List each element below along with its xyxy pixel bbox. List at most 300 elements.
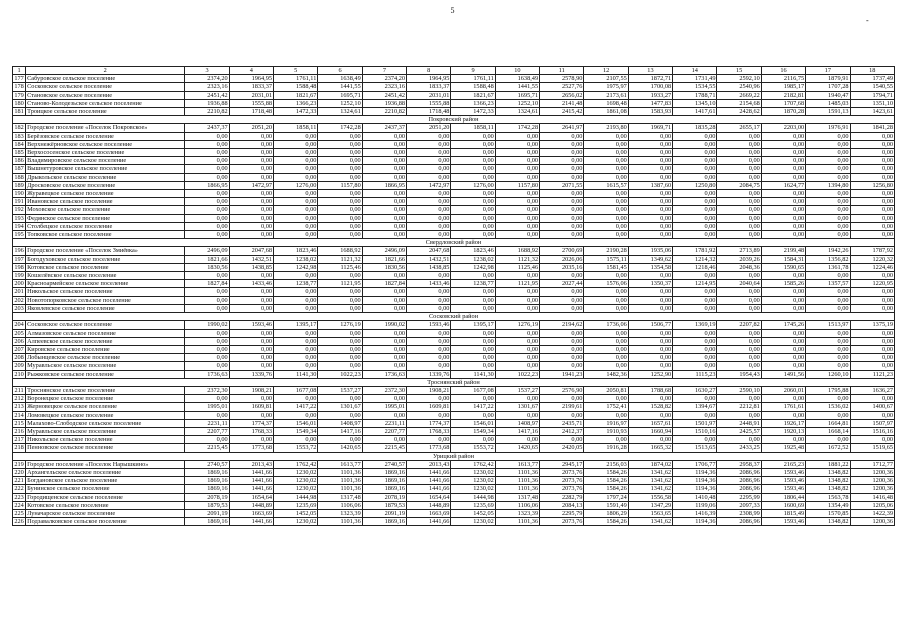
value-cell: 0,00 [185, 362, 229, 370]
value-cell: 1482,36 [584, 370, 628, 378]
value-cell: 0,00 [362, 149, 406, 157]
value-cell: 2212,81 [717, 403, 761, 411]
value-cell: 0,00 [362, 345, 406, 353]
value-cell: 1101,36 [495, 468, 539, 476]
value-cell: 0,00 [274, 140, 318, 148]
value-cell: 0,00 [806, 362, 850, 370]
value-cell: 0,00 [451, 132, 495, 140]
value-cell: 2451,42 [185, 91, 229, 99]
value-cell: 0,00 [229, 165, 273, 173]
settlement-name: Кошелёвское сельское поселение [26, 272, 185, 280]
settlement-name: Федянское сельское поселение [26, 214, 185, 222]
table-row [13, 288, 895, 296]
value-cell: 1768,33 [229, 427, 273, 435]
value-cell: 0,00 [850, 231, 895, 239]
value-cell: 1706,77 [673, 460, 717, 468]
value-cell: 0,00 [318, 362, 362, 370]
value-cell: 0,00 [185, 132, 229, 140]
value-cell: 1121,95 [318, 280, 362, 288]
settlement-name: Пенновское сельское поселение [26, 444, 185, 452]
value-cell: 0,00 [229, 157, 273, 165]
value-cell: 0,00 [628, 132, 672, 140]
value-cell: 2576,90 [540, 386, 584, 394]
value-cell: 1395,17 [274, 321, 318, 329]
value-cell: 1101,36 [495, 477, 539, 485]
value-cell: 1324,61 [495, 108, 539, 116]
value-cell: 2190,28 [584, 247, 628, 255]
value-cell: 0,00 [185, 206, 229, 214]
value-cell: 2496,09 [185, 247, 229, 255]
value-cell: 0,00 [628, 345, 672, 353]
value-cell: 1712,77 [850, 460, 895, 468]
value-cell: 2071,55 [540, 181, 584, 189]
value-cell: 1995,01 [185, 403, 229, 411]
value-cell: 0,00 [850, 214, 895, 222]
value-cell: 1341,62 [628, 485, 672, 493]
value-cell: 1348,82 [806, 518, 850, 526]
value-cell: 2182,81 [761, 91, 805, 99]
value-cell: 0,00 [407, 214, 451, 222]
value-cell: 0,00 [673, 337, 717, 345]
row-number: 208 [14, 354, 24, 362]
value-cell: 2958,37 [717, 460, 761, 468]
value-cell: 1438,85 [407, 263, 451, 271]
value-cell: 0,00 [540, 362, 584, 370]
value-cell: 0,00 [717, 288, 761, 296]
value-cell: 2031,01 [407, 91, 451, 99]
value-cell: 0,00 [761, 231, 805, 239]
value-cell: 0,00 [628, 272, 672, 280]
value-cell: 2086,96 [717, 485, 761, 493]
region-title: Троснянский район [13, 378, 895, 386]
value-cell: 0,00 [495, 157, 539, 165]
value-cell: 0,00 [761, 288, 805, 296]
value-cell: 0,00 [362, 354, 406, 362]
value-cell: 1806,29 [584, 509, 628, 517]
value-cell: 1591,49 [584, 501, 628, 509]
value-cell: 0,00 [761, 149, 805, 157]
value-cell: 1106,06 [495, 501, 539, 509]
value-cell: 0,00 [628, 395, 672, 403]
value-cell: 0,00 [540, 395, 584, 403]
value-cell: 0,00 [274, 214, 318, 222]
value-cell: 1668,14 [806, 427, 850, 435]
value-cell: 2091,19 [185, 509, 229, 517]
value-cell: 0,00 [362, 214, 406, 222]
value-cell: 2210,82 [185, 108, 229, 116]
value-cell: 0,00 [540, 206, 584, 214]
value-cell: 2308,99 [717, 509, 761, 517]
settlement-name: Ивановское сельское поселение [26, 198, 185, 206]
value-cell: 1317,48 [318, 493, 362, 501]
value-cell: 1348,82 [806, 485, 850, 493]
value-cell: 1736,63 [362, 370, 406, 378]
value-cell: 1242,98 [451, 263, 495, 271]
value-cell: 1115,23 [673, 370, 717, 378]
value-cell: 1141,30 [274, 370, 318, 378]
value-cell: 0,00 [495, 288, 539, 296]
value-cell: 0,00 [362, 272, 406, 280]
region-header-row [13, 313, 895, 321]
value-cell: 2215,45 [185, 444, 229, 452]
table-row [13, 108, 895, 116]
value-cell: 1301,67 [318, 403, 362, 411]
value-cell: 0,00 [806, 198, 850, 206]
value-cell: 0,00 [628, 190, 672, 198]
value-cell: 0,00 [717, 337, 761, 345]
value-cell: 0,00 [806, 190, 850, 198]
value-cell: 0,00 [362, 198, 406, 206]
value-cell: 0,00 [318, 214, 362, 222]
value-cell: 1417,16 [495, 427, 539, 435]
value-cell: 0,00 [850, 395, 895, 403]
value-cell: 0,00 [229, 362, 273, 370]
value-cell: 0,00 [540, 157, 584, 165]
value-cell: 2084,13 [540, 501, 584, 509]
value-cell: 0,00 [540, 411, 584, 419]
value-cell: 0,00 [229, 214, 273, 222]
value-cell: 0,00 [451, 411, 495, 419]
value-cell: 0,00 [362, 165, 406, 173]
value-cell: 0,00 [673, 296, 717, 304]
value-cell: 0,00 [362, 190, 406, 198]
settlement-name: Верхососенское сельское поселение [26, 149, 185, 157]
table-row [13, 321, 895, 329]
value-cell: 0,00 [628, 304, 672, 312]
value-cell: 0,00 [540, 198, 584, 206]
value-cell: 1858,11 [274, 124, 318, 132]
value-cell: 2091,19 [362, 509, 406, 517]
value-cell: 2199,48 [761, 247, 805, 255]
value-cell: 1339,76 [407, 370, 451, 378]
value-cell: 2451,42 [362, 91, 406, 99]
value-cell: 1663,69 [229, 509, 273, 517]
value-cell: 0,00 [850, 272, 895, 280]
settlement-name: Городское поселение «Поселок Нарышкино» [26, 460, 185, 468]
value-cell: 0,00 [362, 288, 406, 296]
value-cell: 0,00 [540, 272, 584, 280]
value-cell: 2107,55 [584, 75, 628, 83]
settlement-name: Алмазовское сельское поселение [26, 329, 185, 337]
row-number: 226 [14, 518, 24, 526]
value-cell: 1410,48 [673, 493, 717, 501]
value-cell: 1441,66 [407, 518, 451, 526]
value-cell: 1472,97 [407, 181, 451, 189]
table-row [13, 518, 895, 526]
value-cell: 2073,76 [540, 518, 584, 526]
region-header-row [13, 378, 895, 386]
value-cell: 0,00 [185, 165, 229, 173]
value-cell: 0,00 [318, 157, 362, 165]
row-number: 185 [14, 149, 24, 157]
value-cell: 0,00 [761, 206, 805, 214]
value-cell: 0,00 [229, 345, 273, 353]
value-cell: 0,00 [673, 222, 717, 230]
value-cell: 2084,75 [717, 181, 761, 189]
value-cell: 1830,56 [362, 263, 406, 271]
value-cell: 1441,66 [229, 485, 273, 493]
value-cell: 1260,10 [806, 370, 850, 378]
value-cell: 2412,37 [540, 427, 584, 435]
value-cell: 1549,34 [274, 427, 318, 435]
value-cell: 0,00 [584, 354, 628, 362]
value-cell: 1823,46 [451, 247, 495, 255]
value-cell: 1441,55 [495, 83, 539, 91]
value-cell: 0,00 [362, 411, 406, 419]
table-row [13, 272, 895, 280]
value-cell: 1590,65 [761, 263, 805, 271]
settlement-name: Сосковское сельское поселение [26, 321, 185, 329]
value-cell: 0,00 [673, 345, 717, 353]
value-cell: 0,00 [451, 157, 495, 165]
row-number: 184 [14, 140, 24, 148]
value-cell: 1420,65 [318, 444, 362, 452]
value-cell: 0,00 [451, 272, 495, 280]
value-cell: 1593,46 [761, 485, 805, 493]
value-cell: 0,00 [407, 436, 451, 444]
value-cell: 1519,65 [850, 444, 895, 452]
table-row [13, 419, 895, 427]
row-number: 217 [14, 436, 24, 444]
value-cell: 0,00 [229, 436, 273, 444]
value-cell: 1630,27 [673, 386, 717, 394]
value-cell: 0,00 [229, 149, 273, 157]
value-cell: 2203,00 [761, 124, 805, 132]
value-cell: 0,00 [584, 288, 628, 296]
value-cell: 0,00 [495, 411, 539, 419]
value-cell: 2207,77 [185, 427, 229, 435]
value-cell: 1472,33 [274, 108, 318, 116]
column-header: 13 [628, 67, 672, 75]
value-cell: 0,00 [274, 173, 318, 181]
table-row [13, 493, 895, 501]
value-cell: 0,00 [584, 337, 628, 345]
value-cell: 0,00 [761, 345, 805, 353]
value-cell: 1985,17 [761, 83, 805, 91]
value-cell: 0,00 [584, 206, 628, 214]
value-cell: 0,00 [274, 272, 318, 280]
settlement-name: Муравльское сельское поселение [26, 362, 185, 370]
value-cell: 0,00 [628, 329, 672, 337]
value-cell: 0,00 [362, 395, 406, 403]
value-cell: 1125,46 [495, 263, 539, 271]
value-cell: 0,00 [407, 354, 451, 362]
value-cell: 1230,02 [451, 468, 495, 476]
value-cell: 0,00 [806, 222, 850, 230]
value-cell: 0,00 [717, 222, 761, 230]
value-cell: 0,00 [407, 140, 451, 148]
settlement-name: Подзавалковское сельское поселение [26, 518, 185, 526]
value-cell: 1761,61 [761, 403, 805, 411]
value-cell: 0,00 [495, 304, 539, 312]
value-cell: 2372,30 [362, 386, 406, 394]
value-cell: 1833,37 [229, 83, 273, 91]
value-cell: 2540,96 [717, 83, 761, 91]
value-cell: 2207,82 [717, 321, 761, 329]
value-cell: 1408,97 [495, 419, 539, 427]
value-cell: 1444,98 [451, 493, 495, 501]
settlement-name: Троицкое сельское поселение [26, 108, 185, 116]
table-row [13, 214, 895, 222]
value-cell: 0,00 [806, 157, 850, 165]
value-cell: 1613,77 [318, 460, 362, 468]
value-cell: 0,00 [717, 157, 761, 165]
value-cell: 0,00 [407, 173, 451, 181]
value-cell: 2051,20 [229, 124, 273, 132]
settlement-name: Рыжковское сельское поселение [26, 370, 185, 378]
value-cell: 1761,11 [451, 75, 495, 83]
value-cell: 0,00 [628, 140, 672, 148]
value-cell: 1737,49 [850, 75, 895, 83]
value-cell: 1157,80 [495, 181, 539, 189]
value-cell: 0,00 [628, 157, 672, 165]
value-cell: 2295,99 [717, 493, 761, 501]
settlement-name: Алпеевское сельское поселение [26, 337, 185, 345]
value-cell: 0,00 [362, 436, 406, 444]
value-cell: 1400,67 [850, 403, 895, 411]
row-number: 193 [14, 214, 24, 222]
value-cell: 1101,36 [318, 485, 362, 493]
value-cell: 0,00 [185, 436, 229, 444]
value-cell: 1485,03 [806, 99, 850, 107]
column-header: 7 [362, 67, 406, 75]
row-number: 211 [14, 386, 24, 394]
value-cell: 1348,82 [806, 477, 850, 485]
value-cell: 0,00 [806, 132, 850, 140]
table-body [13, 67, 895, 526]
value-cell: 0,00 [850, 296, 895, 304]
value-cell: 1375,19 [850, 321, 895, 329]
value-cell: 0,00 [673, 288, 717, 296]
value-cell: 2435,71 [540, 419, 584, 427]
row-number: 178 [14, 83, 24, 91]
value-cell: 1563,65 [628, 509, 672, 517]
value-cell: 1657,61 [628, 419, 672, 427]
value-cell: 0,00 [673, 231, 717, 239]
value-cell: 0,00 [229, 206, 273, 214]
value-cell: 0,00 [761, 395, 805, 403]
settlement-name: Бунинское сельское поселение [26, 485, 185, 493]
value-cell: 2527,76 [540, 83, 584, 91]
value-cell: 1230,02 [451, 485, 495, 493]
settlement-name: Топковское сельское поселение [26, 231, 185, 239]
value-cell: 1881,22 [806, 460, 850, 468]
value-cell: 0,00 [717, 173, 761, 181]
value-cell: 1940,47 [806, 91, 850, 99]
value-cell: 1536,02 [806, 403, 850, 411]
value-cell: 2420,05 [540, 444, 584, 452]
value-cell: 1438,85 [229, 263, 273, 271]
settlement-name: Столбецкое сельское поселение [26, 222, 185, 230]
value-cell: 2437,37 [185, 124, 229, 132]
table-row [13, 329, 895, 337]
value-cell: 0,00 [584, 132, 628, 140]
value-cell: 1665,32 [628, 444, 672, 452]
table-row [13, 165, 895, 173]
value-cell: 1584,26 [584, 477, 628, 485]
value-cell: 0,00 [850, 222, 895, 230]
value-cell: 1553,72 [274, 444, 318, 452]
value-cell: 0,00 [673, 436, 717, 444]
table-row [13, 296, 895, 304]
value-cell: 2047,68 [407, 247, 451, 255]
value-cell: 0,00 [185, 157, 229, 165]
value-cell: 1441,66 [407, 485, 451, 493]
value-cell: 0,00 [717, 436, 761, 444]
value-cell: 2073,76 [540, 468, 584, 476]
value-cell: 1990,02 [362, 321, 406, 329]
value-cell: 2669,22 [717, 91, 761, 99]
value-cell: 1394,80 [806, 181, 850, 189]
value-cell: 0,00 [185, 411, 229, 419]
value-cell: 1238,77 [451, 280, 495, 288]
table-row [13, 403, 895, 411]
value-cell: 2193,80 [584, 124, 628, 132]
value-cell: 0,00 [540, 329, 584, 337]
value-cell: 0,00 [274, 411, 318, 419]
value-cell: 1157,80 [318, 181, 362, 189]
column-header: 18 [850, 67, 895, 75]
row-number: 210 [14, 370, 24, 378]
value-cell: 1600,69 [761, 501, 805, 509]
value-cell: 0,00 [761, 132, 805, 140]
value-cell: 0,00 [584, 345, 628, 353]
value-cell: 0,00 [717, 190, 761, 198]
value-cell: 1593,46 [761, 477, 805, 485]
value-cell: 1252,10 [495, 99, 539, 107]
value-cell: 0,00 [407, 206, 451, 214]
settlement-name: Богодуховское сельское поселение [26, 255, 185, 263]
value-cell: 2173,61 [584, 91, 628, 99]
value-cell: 2740,57 [362, 460, 406, 468]
value-cell: 2078,19 [185, 493, 229, 501]
value-cell: 0,00 [806, 337, 850, 345]
value-cell: 1908,21 [229, 386, 273, 394]
value-cell: 0,00 [451, 206, 495, 214]
value-cell: 1238,02 [451, 255, 495, 263]
value-cell: 2656,02 [540, 91, 584, 99]
value-cell: 1324,61 [318, 108, 362, 116]
value-cell: 0,00 [407, 411, 451, 419]
value-cell: 1698,48 [584, 99, 628, 107]
value-cell: 1774,37 [407, 419, 451, 427]
value-cell: 1936,88 [362, 99, 406, 107]
row-number: 212 [14, 395, 24, 403]
table-row [13, 132, 895, 140]
value-cell: 1910,93 [584, 427, 628, 435]
value-cell: 1664,81 [806, 419, 850, 427]
value-cell: 0,00 [584, 411, 628, 419]
value-cell: 1121,95 [495, 280, 539, 288]
value-cell: 1742,28 [318, 124, 362, 132]
value-cell: 2097,33 [717, 501, 761, 509]
settlement-name: Троснянское сельское поселение [26, 386, 185, 394]
value-cell: 0,00 [274, 395, 318, 403]
value-cell: 1695,71 [495, 91, 539, 99]
page-number: 5 [450, 6, 455, 15]
value-cell: 0,00 [362, 337, 406, 345]
value-cell: 1448,89 [229, 501, 273, 509]
value-cell: 1555,88 [229, 99, 273, 107]
value-cell: 1916,28 [584, 444, 628, 452]
value-cell: 0,00 [540, 231, 584, 239]
value-cell: 1349,62 [628, 255, 672, 263]
value-cell: 0,00 [451, 149, 495, 157]
value-cell: 0,00 [717, 272, 761, 280]
value-cell: 1609,81 [229, 403, 273, 411]
value-cell: 0,00 [274, 198, 318, 206]
value-cell: 0,00 [185, 354, 229, 362]
